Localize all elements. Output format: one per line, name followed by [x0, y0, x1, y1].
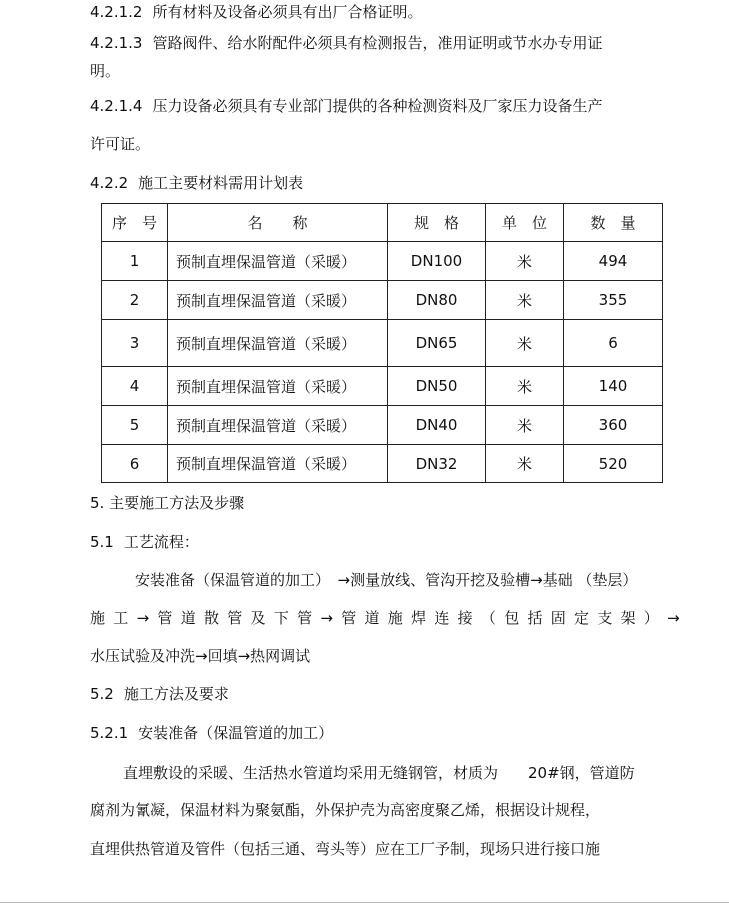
cell-name: 预制直埋保温管道（采暖）	[168, 281, 388, 320]
page-bottom-divider	[0, 902, 729, 903]
table-row	[102, 445, 663, 483]
flow-char: 施	[387, 609, 403, 627]
cell-spec: DN32	[388, 445, 486, 483]
header-quantity: 数 量	[564, 204, 663, 242]
flow-char: 支	[597, 609, 613, 627]
section-5-title: 5. 主要施工方法及步骤	[90, 494, 245, 512]
clause-text: 工艺流程：	[123, 533, 199, 551]
clause-number: 5.2.1	[90, 724, 129, 742]
para-4-2-1-2	[90, 2, 423, 22]
body-line-1: 直埋敷设的采暖、生活热水管道均采用无缝钢管，材质为 20#钢，管道防	[123, 764, 635, 782]
cell-quantity: 520	[564, 445, 663, 483]
cell-index: 2	[102, 281, 168, 320]
table-header-row	[102, 204, 663, 242]
flow-arrow: →	[667, 609, 680, 627]
flow-char: 工	[113, 609, 129, 627]
cell-spec: DN40	[388, 406, 486, 445]
cell-quantity: 140	[564, 367, 663, 406]
cell-unit: 米	[486, 445, 564, 483]
flow-arrow: →	[320, 609, 333, 627]
body-line-3: 直埋供热管道及管件（包括三通、弯头等）应在工厂予制，现场只进行接口施	[90, 840, 601, 858]
cell-index: 4	[102, 367, 168, 406]
clause-text: 管路阀件、给水附配件必须具有检测报告，准用证明或节水办专用证	[152, 34, 603, 52]
flow-char: 包	[504, 609, 520, 627]
para-4-2-1-3	[90, 33, 603, 53]
cell-spec: DN80	[388, 281, 486, 320]
cell-unit: 米	[486, 367, 564, 406]
cell-index: 3	[102, 320, 168, 367]
header-spec: 规 格	[388, 204, 486, 242]
flow-char: 管	[297, 609, 313, 627]
cell-quantity: 355	[564, 281, 663, 320]
flow-char: 施	[90, 609, 106, 627]
flow-char: 管	[341, 609, 357, 627]
clause-text: 安装准备（保温管道的加工）	[138, 724, 334, 742]
materials-table	[101, 203, 663, 483]
flow-char: 括	[527, 609, 543, 627]
flow-char: 道	[364, 609, 380, 627]
cell-name: 预制直埋保温管道（采暖）	[168, 367, 388, 406]
cell-spec: DN65	[388, 320, 486, 367]
header-unit: 单 位	[486, 204, 564, 242]
clause-number: 4.2.1.4	[90, 97, 143, 115]
table-row	[102, 242, 663, 281]
cell-index: 6	[102, 445, 168, 483]
cell-spec: DN100	[388, 242, 486, 281]
para-4-2-2-table-title	[90, 173, 303, 193]
cell-name: 预制直埋保温管道（采暖）	[168, 445, 388, 483]
clause-number: 4.2.1.3	[90, 34, 143, 52]
clause-text: 所有材料及设备必须具有出厂合格证明。	[152, 3, 423, 21]
cell-unit: 米	[486, 242, 564, 281]
flow-char: 接	[457, 609, 473, 627]
clause-text: 施工方法及要求	[123, 685, 229, 703]
flow-char: 散	[203, 609, 219, 627]
para-4-2-1-4-continued: 许可证。	[90, 135, 151, 153]
clause-text: 压力设备必须具有专业部门提供的各种检测资料及厂家压力设备生产	[152, 97, 603, 115]
section-5-2-heading	[90, 684, 229, 704]
section-5-1-heading	[90, 532, 199, 552]
table-row	[102, 406, 663, 445]
clause-number: 4.2.1.2	[90, 3, 143, 21]
flow-char: 下	[273, 609, 289, 627]
table-row	[102, 281, 663, 320]
clause-text: 施工主要材料需用计划表	[138, 174, 304, 192]
clause-number: 5.1	[90, 533, 114, 551]
cell-quantity: 360	[564, 406, 663, 445]
cell-index: 1	[102, 242, 168, 281]
flow-char: 及	[250, 609, 266, 627]
flow-char: 定	[574, 609, 590, 627]
clause-number: 5.2	[90, 685, 114, 703]
cell-quantity: 6	[564, 320, 663, 367]
process-flow-line-1: 安装准备（保温管道的加工） →测量放线、管沟开挖及验槽→基础 （垫层）	[135, 571, 638, 589]
para-4-2-1-3-continued: 明。	[90, 62, 121, 80]
process-flow-line-2	[90, 608, 680, 628]
cell-name: 预制直埋保温管道（采暖）	[168, 406, 388, 445]
body-line-2: 腐剂为氰凝，保温材料为聚氨酯，外保护壳为高密度聚乙烯，根据设计规程，	[90, 801, 601, 819]
cell-unit: 米	[486, 320, 564, 367]
header-name: 名 称	[168, 204, 388, 242]
flow-char: 焊	[411, 609, 427, 627]
flow-char: 连	[434, 609, 450, 627]
section-5-2-1-heading	[90, 723, 333, 743]
flow-char: 管	[157, 609, 173, 627]
flow-char: 管	[227, 609, 243, 627]
flow-char: 固	[550, 609, 566, 627]
flow-char: （	[480, 609, 496, 627]
cell-name: 预制直埋保温管道（采暖）	[168, 242, 388, 281]
flow-char: 架	[620, 609, 636, 627]
clause-number: 4.2.2	[90, 174, 129, 192]
flow-arrow: →	[136, 609, 150, 627]
header-index: 序 号	[102, 204, 168, 242]
flow-char: ）	[643, 609, 659, 627]
cell-name: 预制直埋保温管道（采暖）	[168, 320, 388, 367]
table-row	[102, 320, 663, 367]
cell-index: 5	[102, 406, 168, 445]
cell-unit: 米	[486, 406, 564, 445]
process-flow-line-3: 水压试验及冲洗→回填→热网调试	[90, 647, 311, 665]
para-4-2-1-4	[90, 96, 603, 116]
flow-char: 道	[180, 609, 196, 627]
cell-spec: DN50	[388, 367, 486, 406]
cell-quantity: 494	[564, 242, 663, 281]
table-row	[102, 367, 663, 406]
cell-unit: 米	[486, 281, 564, 320]
